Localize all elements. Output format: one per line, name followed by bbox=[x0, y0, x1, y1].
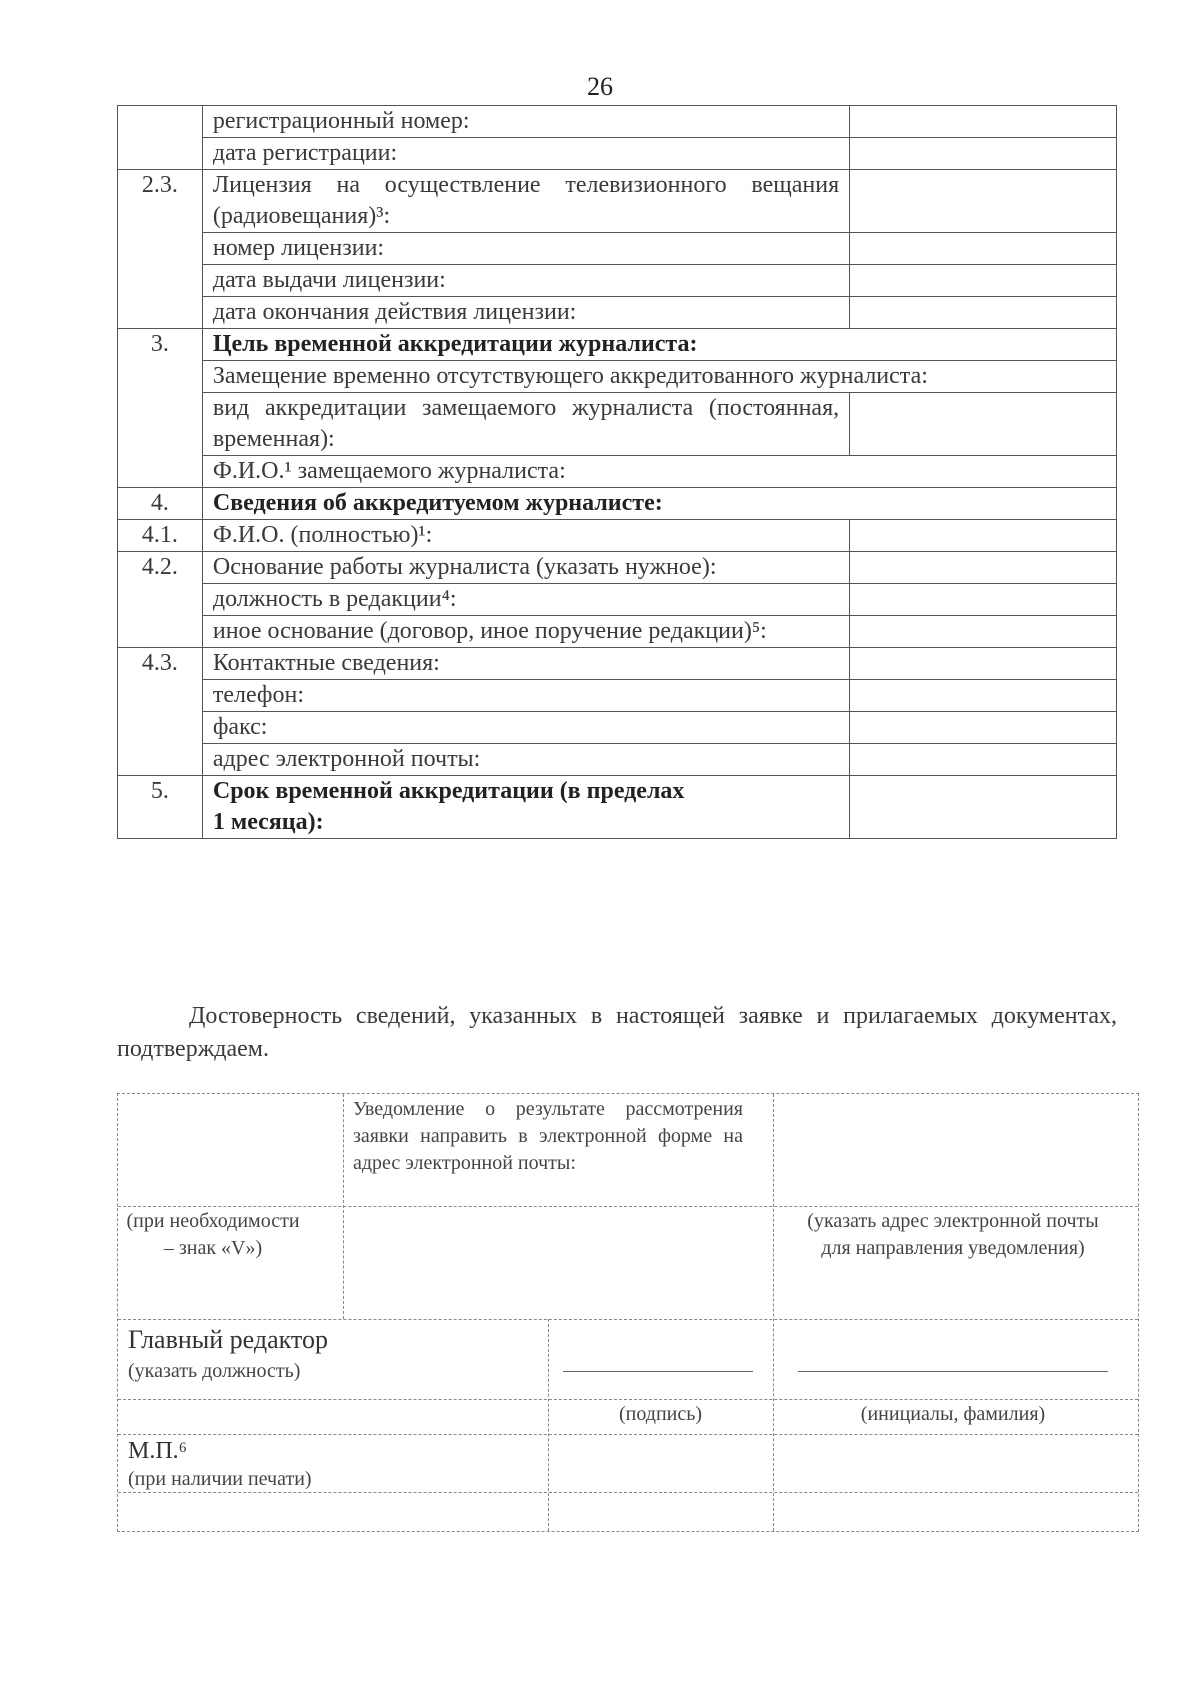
field-value bbox=[850, 520, 1117, 552]
confirmation-text: Достоверность сведений, указанных в настоящей заявке и прилагаемых документах, подтверждаем. bbox=[117, 1003, 1117, 1062]
name-caption: (инициалы, фамилия) bbox=[860, 1403, 1046, 1425]
row-number bbox=[118, 265, 203, 297]
grid-line bbox=[773, 1094, 774, 1531]
row-number bbox=[118, 584, 203, 616]
field-value bbox=[850, 776, 1117, 839]
signature-block bbox=[117, 1093, 1139, 1532]
field-value bbox=[850, 106, 1117, 138]
signature-line bbox=[563, 1371, 753, 1372]
grid-line bbox=[118, 1319, 1138, 1320]
grid-line bbox=[118, 1399, 1138, 1400]
editor-title: Главный редактор bbox=[128, 1325, 328, 1354]
field-label: дата выдачи лицензии: bbox=[202, 265, 849, 297]
field-value bbox=[850, 552, 1117, 584]
row-number bbox=[118, 138, 203, 170]
field-label: должность в редакции⁴: bbox=[202, 584, 849, 616]
field-label: Лицензия на осуществление телевизионного вещания (радиовещания)³: bbox=[202, 170, 849, 233]
row-number bbox=[118, 616, 203, 648]
field-label: Контактные сведения: bbox=[202, 648, 849, 680]
section-number: 3. bbox=[118, 329, 203, 361]
row-number bbox=[118, 680, 203, 712]
field-value bbox=[850, 584, 1117, 616]
editor-hint: (указать должность) bbox=[128, 1360, 301, 1382]
field-label: дата окончания действия лицензии: bbox=[202, 297, 849, 329]
row-number: 4.2. bbox=[118, 552, 203, 584]
field-value bbox=[850, 297, 1117, 329]
field-label: Замещение временно отсутствующего аккредитованного журналиста: bbox=[202, 361, 1116, 393]
row-number: 4.1. bbox=[118, 520, 203, 552]
field-label: Ф.И.О. (полностью)¹: bbox=[202, 520, 849, 552]
row-number bbox=[118, 456, 203, 488]
field-value bbox=[850, 648, 1117, 680]
signature-caption: (подпись) bbox=[618, 1403, 703, 1425]
row-number bbox=[118, 712, 203, 744]
section-number: 5. bbox=[118, 776, 203, 839]
field-label: Ф.И.О.¹ замещаемого журналиста: bbox=[202, 456, 1116, 488]
row-number bbox=[118, 233, 203, 265]
field-label: дата регистрации: bbox=[202, 138, 849, 170]
field-label: Основание работы журналиста (указать нужное): bbox=[202, 552, 849, 584]
application-table bbox=[117, 105, 1117, 839]
grid-line bbox=[118, 1206, 1138, 1207]
field-value bbox=[850, 233, 1117, 265]
row-number bbox=[118, 744, 203, 776]
grid-line bbox=[118, 1434, 1138, 1435]
row-number bbox=[118, 361, 203, 393]
grid-line bbox=[548, 1319, 549, 1531]
field-label: адрес электронной почты: bbox=[202, 744, 849, 776]
field-value bbox=[850, 680, 1117, 712]
field-label: вид аккредитации замещаемого журналиста (постоянная, временная): bbox=[202, 393, 849, 456]
section-number: 4. bbox=[118, 488, 203, 520]
field-value bbox=[850, 265, 1117, 297]
field-label: регистрационный номер: bbox=[202, 106, 849, 138]
seal-label: М.П.⁶ bbox=[128, 1438, 188, 1464]
row-number bbox=[118, 393, 203, 456]
checkmark-hint: (при необходимости – знак «V») bbox=[126, 1210, 300, 1259]
row-number bbox=[118, 106, 203, 138]
field-value bbox=[850, 393, 1117, 456]
row-number: 2.3. bbox=[118, 170, 203, 233]
section-heading: Сведения об аккредитуемом журналисте: bbox=[202, 488, 1116, 520]
section-heading: Срок временной аккредитации (в пределах 1 месяца): bbox=[202, 776, 849, 839]
field-value bbox=[850, 170, 1117, 233]
name-line bbox=[798, 1371, 1108, 1372]
field-value bbox=[850, 744, 1117, 776]
row-number: 4.3. bbox=[118, 648, 203, 680]
notice-text: Уведомление о результате рассмотрения заявки направить в электронной форме на адрес электронной почты: bbox=[353, 1098, 743, 1174]
field-value bbox=[850, 138, 1117, 170]
seal-hint: (при наличии печати) bbox=[128, 1468, 312, 1490]
section-heading: Цель временной аккредитации журналиста: bbox=[202, 329, 1116, 361]
email-hint: (указать адрес электронной почты для направления уведомления) bbox=[807, 1210, 1099, 1259]
field-label: иное основание (договор, иное поручение редакции)⁵: bbox=[202, 616, 849, 648]
field-label: факс: bbox=[202, 712, 849, 744]
page-number: 26 bbox=[587, 72, 613, 101]
field-value bbox=[850, 616, 1117, 648]
field-value bbox=[850, 712, 1117, 744]
row-number bbox=[118, 297, 203, 329]
field-label: номер лицензии: bbox=[202, 233, 849, 265]
field-label: телефон: bbox=[202, 680, 849, 712]
